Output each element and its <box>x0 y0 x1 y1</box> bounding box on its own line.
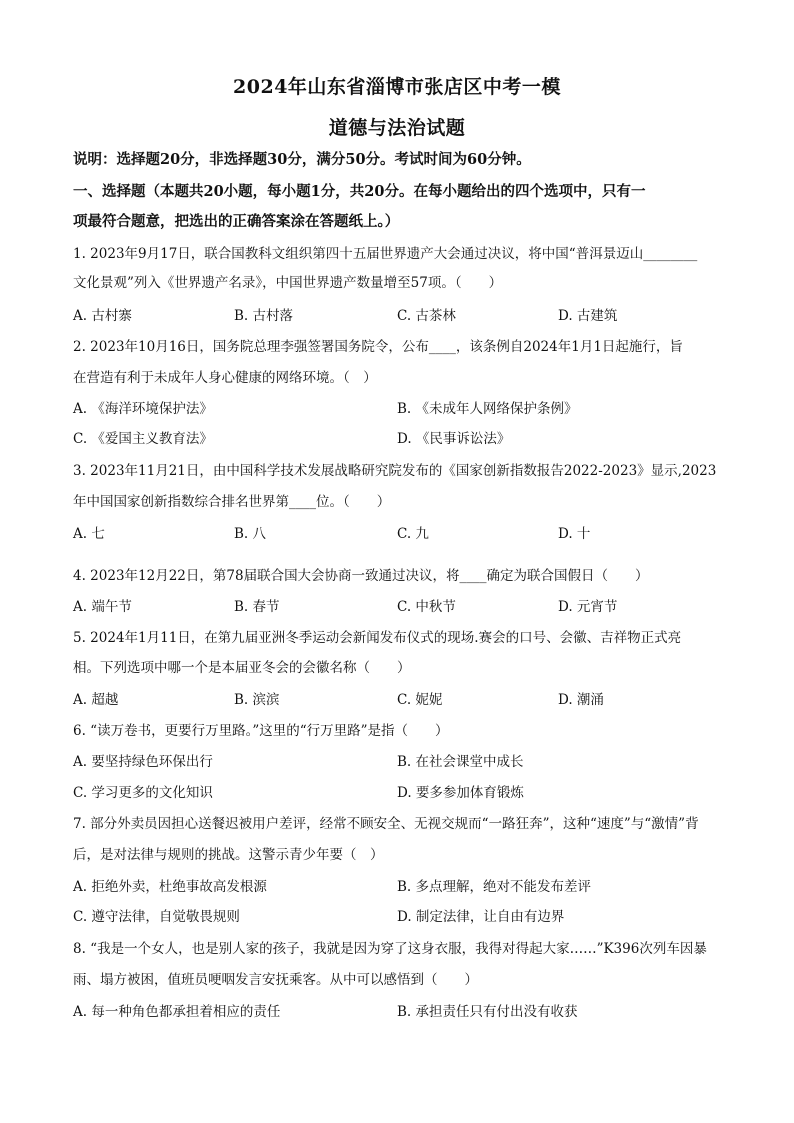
question-1-line-1: 1. 2023年9月17日，联合国教科文组织第四十五届世界遗产大会通过决议，将中国“普洱景迈山________ <box>73 246 698 262</box>
question-7-option-d: D. 制定法律，让自由有边界 <box>397 909 565 925</box>
question-4-line-1: 4. 2023年12月22日，第78届联合国大会协商一致通过决议，将____确定为联合国假日（ ） <box>73 568 649 584</box>
question-2-option-d: D. 《民事诉讼法》 <box>397 431 511 447</box>
question-2-option-a: A. 《海洋环境保护法》 <box>73 401 213 417</box>
question-8-line-1: 8. “我是一个女人，也是别人家的孩子，我就是因为穿了这身衣服，我得对得起大家……”K396次列车因暴 <box>73 941 707 957</box>
question-7-line-1: 7. 部分外卖员因担心送餐迟被用户差评，经常不顾安全、无视交规而“一路狂奔”，这种“速度”与“激情”背 <box>73 816 699 832</box>
question-8-option-b: B. 承担责任只有付出没有收获 <box>397 1004 578 1020</box>
question-2-option-c: C. 《爱国主义教育法》 <box>73 431 213 447</box>
question-1-option-b: B. 古村落 <box>234 308 294 324</box>
question-2-option-b: B. 《未成年人网络保护条例》 <box>397 401 578 417</box>
question-5-option-b: B. 滨滨 <box>234 692 280 708</box>
question-8-option-a: A. 每一种角色都承担着相应的责任 <box>73 1004 281 1020</box>
question-3-option-c: C. 九 <box>397 526 429 542</box>
question-4-option-c: C. 中秋节 <box>397 599 456 615</box>
question-5-option-d: D. 潮涌 <box>558 692 604 708</box>
question-3-line-1: 3. 2023年11月21日，由中国科学技术发展战略研究院发布的《国家创新指数报告2022-2023》显示,2023 <box>73 463 717 479</box>
question-4-option-a: A. 端午节 <box>73 599 132 615</box>
question-1-option-d: D. 古建筑 <box>558 308 618 324</box>
question-6-option-b: B. 在社会课堂中成长 <box>397 754 524 770</box>
question-4-option-b: B. 春节 <box>234 599 280 615</box>
question-2-line-2: 在营造有利于未成年人身心健康的网络环境。（ ） <box>73 370 377 386</box>
question-5-option-c: C. 妮妮 <box>397 692 443 708</box>
question-7-option-a: A. 拒绝外卖，杜绝事故高发根源 <box>73 879 267 895</box>
question-3-option-d: D. 十 <box>558 526 591 542</box>
question-5-line-1: 5. 2024年1月11日，在第九届亚洲冬季运动会新闻发布仪式的现场.赛会的口号、会徽、吉祥物正式亮 <box>73 630 682 646</box>
question-6-line-1: 6. “读万卷书，更要行万里路。”这里的“行万里路”是指（ ） <box>73 723 449 739</box>
exam-note: 说明：选择题20分，非选择题30分，满分50分。考试时间为60分钟。 <box>73 151 531 168</box>
question-5-option-a: A. 超越 <box>73 692 119 708</box>
question-8-line-2: 雨、塌方被困，值班员哽咽发言安抚乘客。从中可以感悟到（ ） <box>73 972 478 988</box>
question-5-line-2: 相。下列选项中哪一个是本届亚冬会的会徽名称（ ） <box>73 660 411 676</box>
question-2-line-1: 2. 2023年10月16日，国务院总理李强签署国务院令，公布____，该条例自2024年1月1日起施行，旨 <box>73 339 683 355</box>
question-7-line-2: 后，是对法律与规则的挑战。这警示青少年要（ ） <box>73 847 384 863</box>
question-6-option-d: D. 要多参加体育锻炼 <box>397 785 524 801</box>
question-1-line-2: 文化景观”列入《世界遗产名录》，中国世界遗产数量增至57项。（ ） <box>73 275 503 291</box>
exam-title: 2024年山东省淄博市张店区中考一模 <box>233 76 561 98</box>
section-heading-line-2: 项最符合题意，把选出的正确答案涂在答题纸上。） <box>73 213 400 230</box>
question-3-option-b: B. 八 <box>234 526 267 542</box>
exam-subtitle: 道德与法治试题 <box>328 117 466 139</box>
section-heading-line-1: 一、选择题（本题共20小题，每小题1分，共20分。在每小题给出的四个选项中，只有一 <box>73 183 646 200</box>
question-3-option-a: A. 七 <box>73 526 105 542</box>
question-7-option-b: B. 多点理解，绝对不能发布差评 <box>397 879 592 895</box>
question-3-line-2: 年中国国家创新指数综合排名世界第____位。（ ） <box>73 494 391 510</box>
question-6-option-c: C. 学习更多的文化知识 <box>73 785 213 801</box>
question-6-option-a: A. 要坚持绿色环保出行 <box>73 754 213 770</box>
question-7-option-c: C. 遵守法律，自觉敬畏规则 <box>73 909 240 925</box>
question-4-option-d: D. 元宵节 <box>558 599 618 615</box>
question-1-option-c: C. 古茶林 <box>397 308 456 324</box>
question-1-option-a: A. 古村寨 <box>73 308 132 324</box>
